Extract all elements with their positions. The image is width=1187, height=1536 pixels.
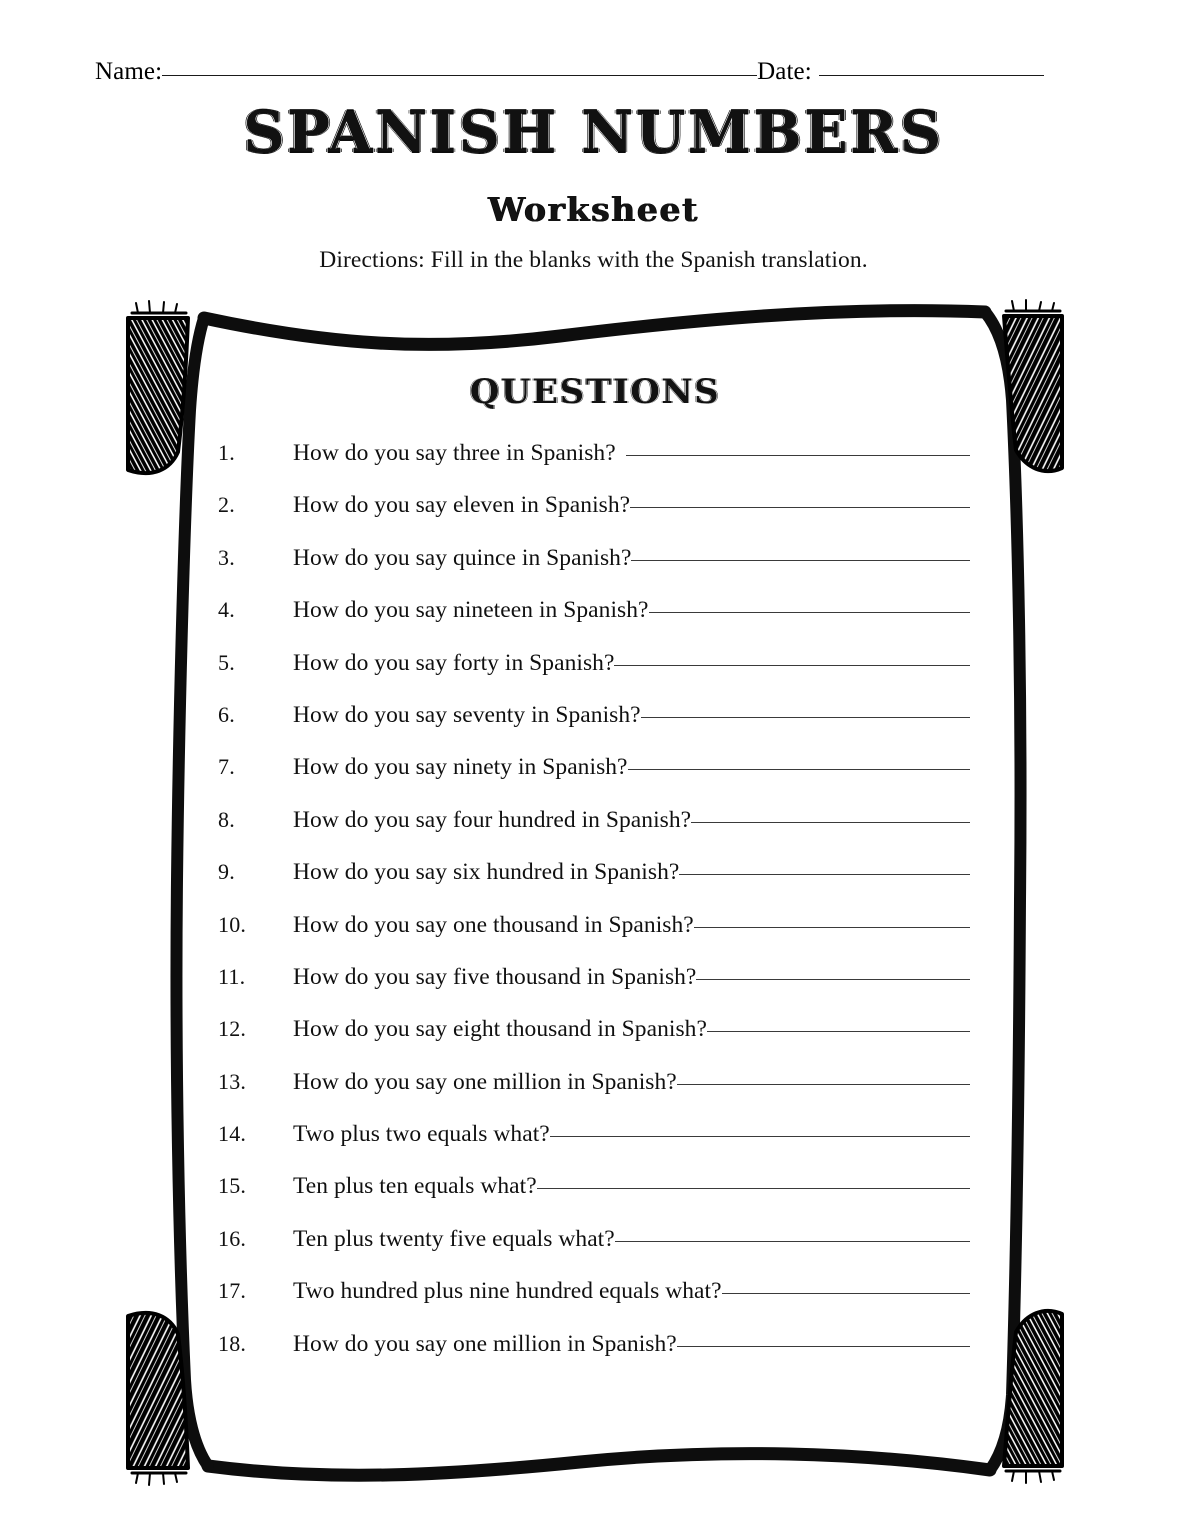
answer-blank-line[interactable] [630, 507, 970, 508]
questions-heading: QUESTIONS [469, 372, 721, 412]
question-number: 7. [218, 754, 235, 780]
date-blank-line[interactable] [819, 75, 1044, 76]
question-row [0, 1121, 1187, 1173]
question-text: How do you say one million in Spanish? [293, 1330, 677, 1357]
answer-blank-line[interactable] [641, 717, 970, 718]
question-row [0, 650, 1187, 702]
question-row [0, 1173, 1187, 1225]
question-body [293, 1173, 970, 1200]
question-body [293, 440, 970, 467]
question-row [0, 492, 1187, 544]
question-row [0, 1331, 1187, 1383]
question-number: 14. [218, 1121, 247, 1147]
question-number: 16. [218, 1225, 247, 1251]
question-row [0, 964, 1187, 1016]
question-text: How do you say three in Spanish? [293, 440, 616, 466]
question-row [0, 1278, 1187, 1330]
question-number: 4. [218, 597, 235, 623]
question-text: How do you say one million in Spanish? [293, 1068, 677, 1095]
question-text: Two hundred plus nine hundred equals what? [293, 1278, 722, 1305]
question-body [293, 1121, 970, 1148]
question-number: 12. [218, 1016, 247, 1042]
answer-blank-line[interactable] [615, 1241, 970, 1242]
frame-bottom-edge [208, 1454, 990, 1476]
question-text: How do you say five thousand in Spanish? [293, 963, 697, 990]
question-text: Ten plus ten equals what? [293, 1173, 537, 1200]
question-number: 17. [218, 1278, 247, 1304]
question-number: 18. [218, 1330, 247, 1356]
question-number: 1. [218, 440, 235, 465]
answer-blank-line[interactable] [694, 927, 970, 928]
question-body [293, 650, 970, 677]
answer-blank-line[interactable] [626, 455, 970, 456]
answer-blank-line[interactable] [696, 979, 970, 980]
question-text: How do you say six hundred in Spanish? [293, 859, 680, 886]
question-number: 5. [218, 649, 235, 675]
name-blank-line[interactable] [162, 75, 757, 76]
question-body [293, 1069, 970, 1096]
question-number: 9. [218, 859, 235, 885]
question-number: 2. [218, 492, 235, 518]
worksheet-subtitle: Worksheet [488, 190, 699, 229]
questions-list [0, 440, 1187, 1383]
date-label: Date: [757, 58, 812, 85]
question-number: 13. [218, 1068, 247, 1094]
question-body [293, 754, 970, 781]
question-text: How do you say eight thousand in Spanish? [293, 1016, 707, 1043]
answer-blank-line[interactable] [707, 1031, 970, 1032]
question-text: How do you say ninety in Spanish? [293, 754, 628, 781]
question-body [293, 1226, 970, 1253]
question-body [293, 912, 970, 939]
question-text: How do you say one thousand in Spanish? [293, 911, 694, 938]
question-row [0, 597, 1187, 649]
question-row [0, 912, 1187, 964]
question-text: How do you say nineteen in Spanish? [293, 597, 649, 624]
question-number: 6. [218, 701, 235, 727]
question-text: How do you say four hundred in Spanish? [293, 806, 692, 833]
question-text: Two plus two equals what? [293, 1121, 550, 1148]
question-row [0, 440, 1187, 492]
question-row [0, 754, 1187, 806]
question-row [0, 1226, 1187, 1278]
question-body [293, 1278, 970, 1305]
worksheet-title: SPANISH NUMBERS [243, 99, 944, 166]
question-body [293, 492, 970, 519]
name-date-row [95, 58, 1090, 92]
answer-blank-line[interactable] [537, 1188, 970, 1189]
question-body [293, 597, 970, 624]
answer-blank-line[interactable] [614, 665, 970, 666]
question-number: 11. [218, 963, 246, 989]
question-number: 3. [218, 544, 235, 570]
frame-top-edge [204, 311, 985, 345]
question-text: How do you say forty in Spanish? [293, 649, 615, 676]
directions-text: Directions: Fill in the blanks with the Spanish translation. [319, 247, 868, 273]
answer-blank-line[interactable] [679, 874, 970, 875]
question-number: 15. [218, 1173, 247, 1199]
answer-blank-line[interactable] [691, 822, 970, 823]
question-body [293, 702, 970, 729]
question-text: How do you say quince in Spanish? [293, 544, 632, 571]
answer-blank-line[interactable] [550, 1136, 970, 1137]
question-row [0, 1016, 1187, 1068]
question-body [293, 859, 970, 886]
answer-blank-line[interactable] [649, 612, 970, 613]
question-row [0, 1069, 1187, 1121]
answer-blank-line[interactable] [677, 1084, 970, 1085]
question-body [293, 1331, 970, 1358]
question-row [0, 545, 1187, 597]
question-text: How do you say eleven in Spanish? [293, 492, 631, 519]
question-text: How do you say seventy in Spanish? [293, 701, 641, 728]
answer-blank-line[interactable] [631, 560, 970, 561]
question-number: 10. [218, 911, 247, 937]
question-body [293, 1016, 970, 1043]
answer-blank-line[interactable] [722, 1293, 970, 1294]
name-label: Name: [95, 58, 163, 85]
question-row [0, 807, 1187, 859]
question-row [0, 859, 1187, 911]
question-number: 8. [218, 806, 235, 832]
answer-blank-line[interactable] [677, 1346, 970, 1347]
question-text: Ten plus twenty five equals what? [293, 1225, 615, 1252]
answer-blank-line[interactable] [628, 769, 970, 770]
question-body [293, 807, 970, 834]
question-body [293, 964, 970, 991]
question-body [293, 545, 970, 572]
question-row [0, 702, 1187, 754]
